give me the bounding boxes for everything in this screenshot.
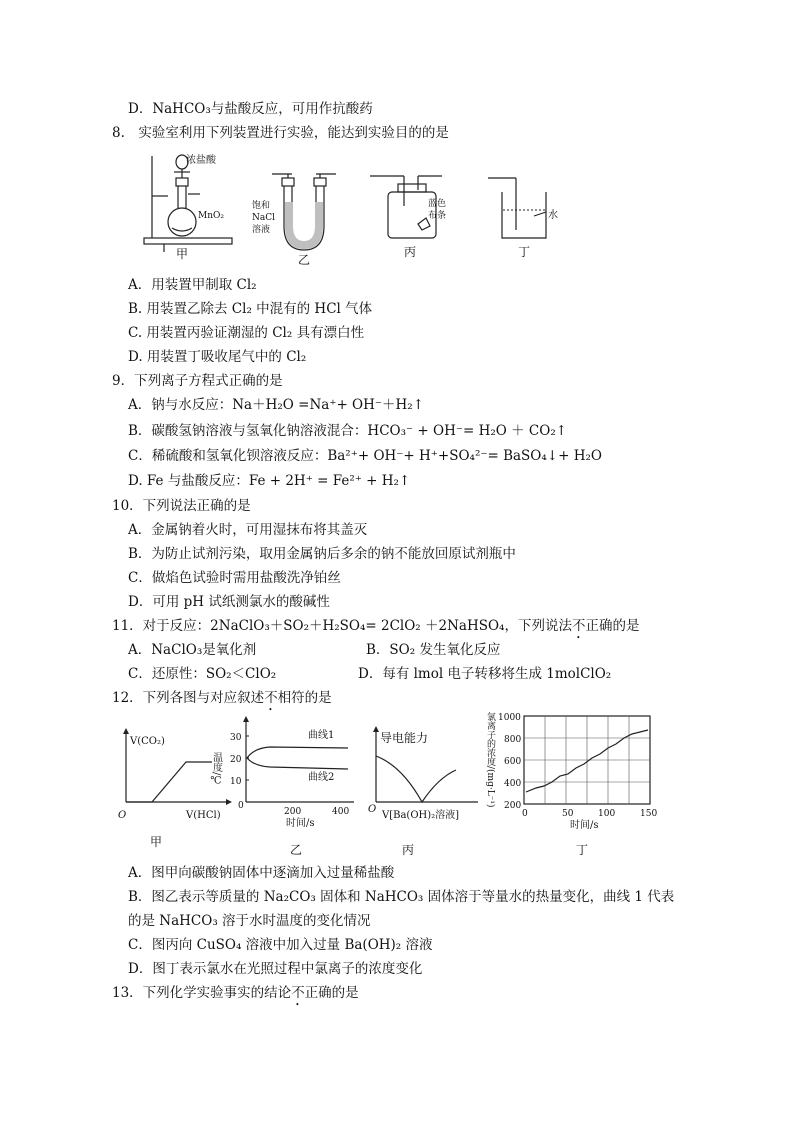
yi-ytick-0: 0 (238, 801, 244, 811)
q9-option-d: D. Fe 与盐酸反应：Fe + 2H⁺ = Fe²⁺ + H₂↑ (128, 473, 411, 489)
q8-option-c: C. 用装置丙验证潮湿的 Cl₂ 具有漂白性 (128, 325, 365, 341)
q13-stem-part1: 13．下列化学实验事实的结论 (112, 985, 292, 1001)
yi-curve2-label: 曲线2 (308, 772, 335, 783)
yi-curve1-label: 曲线1 (308, 730, 335, 741)
yi-graph-xlabel: 时间/s (286, 818, 315, 829)
q11-option-c: C．还原性：SO₂＜ClO₂ (128, 666, 277, 682)
q12-stem-part1: 12．下列各图与对应叙述 (112, 690, 265, 706)
q12-stem-emphasis: 不 (264, 690, 278, 706)
jia-graph-ylabel: V(CO₂) (130, 736, 165, 747)
q10-option-d: D．可用 pH 试纸测氯水的酸碱性 (128, 594, 330, 610)
jia-label: 甲 (176, 247, 189, 261)
yi-ytick-10: 10 (230, 777, 242, 787)
ding-xtick-0: 0 (522, 809, 528, 819)
q8-option-b: B. 用装置乙除去 Cl₂ 中混有的 HCl 气体 (128, 301, 373, 317)
q11-option-d: D．每有 lmol 电子转移将生成 1molClO₂ (358, 666, 612, 682)
q12-stem (112, 689, 332, 714)
apparatus-bing-diagram (370, 166, 466, 262)
q11-stem (112, 617, 639, 642)
ding-label: 丁 (518, 245, 531, 259)
q9-option-c: C．稀硫酸和氢氧化钡溶液反应：Ba²⁺+ OH⁻+ H⁺+SO₄²⁻= BaSO₄↓+ H₂O (128, 448, 602, 464)
q7-option-d: D．NaHCO₃与盐酸反应，可用作抗酸药 (128, 101, 373, 117)
q8-stem: 8. 实验室利用下列装置进行实验，能达到实验目的的是 (112, 125, 449, 141)
graph-ding (485, 708, 668, 858)
q11-stem-part1: 11．对于反应：2NaClO₃＋SO₂＋H₂SO₄= 2ClO₂ ＋2NaHSO₄，下列说法 (112, 618, 572, 634)
q8-option-d: D. 用装置丁吸收尾气中的 Cl₂ (128, 349, 307, 365)
yi-sol-line2: NaCl (252, 213, 276, 223)
ding-xtick-50: 50 (562, 809, 574, 819)
ding-ytick-1000: 1000 (498, 713, 521, 723)
q10-option-a: A．金属钠着火时，可用湿抹布将其盖灭 (128, 522, 368, 538)
jia-acid-label: 浓盐酸 (186, 155, 216, 166)
yi-graph-ylabel: 温度/℃ (210, 752, 222, 787)
jia-graph-origin: O (118, 810, 127, 821)
yi-xtick-400: 400 (332, 807, 350, 817)
q12-option-b-cont: 的是 NaHCO₃ 溶于水时温度的变化情况 (128, 913, 371, 929)
jia-solid-label: MnO₂ (198, 211, 224, 221)
bing-label: 丙 (404, 245, 417, 259)
bing-graph-origin: O (368, 804, 377, 815)
apparatus-jia-diagram (140, 148, 250, 260)
q12-option-c: C．图丙向 CuSO₄ 溶液中加入过量 Ba(OH)₂ 溶液 (128, 937, 433, 953)
yi-sol-line3: 溶液 (252, 225, 271, 235)
yi-xtick-200: 200 (284, 807, 302, 817)
q13-stem-emphasis: 不 (291, 985, 305, 1001)
q10-option-b: B．为防止试剂污染，取用金属钠后多余的钠不能放回原试剂瓶中 (128, 546, 516, 562)
q12-option-d: D．图丁表示氯水在光照过程中氯离子的浓度变化 (128, 961, 423, 977)
yi-ytick-30: 30 (230, 733, 242, 743)
yi-graph-label: 乙 (290, 843, 303, 857)
ding-graph-label: 丁 (576, 843, 589, 857)
ding-ytick-800: 800 (504, 735, 522, 745)
jia-graph-label: 甲 (150, 835, 163, 849)
ding-ytick-600: 600 (504, 757, 522, 767)
bing-graph-ylabel: 导电能力 (380, 731, 429, 745)
bing-graph-xlabel: V[Ba(OH)₂溶液] (382, 810, 460, 821)
bing-graph-label: 丙 (402, 843, 415, 857)
yi-ytick-20: 20 (230, 755, 242, 765)
apparatus-ding-diagram (488, 168, 568, 262)
ding-water-label: 水 (548, 210, 558, 221)
q10-stem: 10．下列说法正确的是 (112, 498, 251, 514)
yi-label: 乙 (298, 253, 311, 267)
q12-option-b: B．图乙表示等质量的 Na₂CO₃ 固体和 NaHCO₃ 固体溶于等量水的热量变化，曲线 1 代表 (128, 889, 675, 905)
q13-stem (112, 984, 359, 1009)
ding-xtick-100: 100 (598, 809, 616, 819)
yi-sol-line1: 饱和 (252, 201, 271, 211)
q11-option-b: B．SO₂ 发生氧化反应 (366, 642, 501, 658)
bing-cloth-line1: 蓝色 (428, 199, 447, 209)
ding-ytick-200: 200 (504, 801, 522, 811)
bing-cloth-line2: 布条 (428, 211, 447, 221)
q10-option-c: C．做焰色试验时需用盐酸洗净铂丝 (128, 570, 341, 586)
graph-bing (368, 726, 492, 858)
ding-graph-xlabel: 时间/s (570, 820, 599, 831)
ding-graph-ylabel: 氯离子的浓度/(mg·L⁻¹) (485, 712, 495, 808)
graph-yi (210, 716, 360, 858)
jia-graph-xlabel: V(HCl) (186, 810, 221, 821)
q8-option-a: A．用装置甲制取 Cl₂ (128, 277, 257, 293)
apparatus-yi-diagram (252, 168, 352, 267)
q13-stem-part2: 正确的是 (304, 985, 359, 1001)
q9-option-b: B．碳酸氢钠溶液与氢氧化钠溶液混合：HCO₃⁻ + OH⁻= H₂O ＋ CO₂↑ (128, 423, 568, 439)
ding-ytick-400: 400 (504, 779, 522, 789)
q11-option-a: A．NaClO₃是氧化剂 (128, 642, 257, 658)
q11-stem-part2: 正确的是 (585, 618, 640, 634)
q9-stem: 9．下列离子方程式正确的是 (112, 373, 283, 389)
q11-stem-emphasis: 不 (571, 618, 586, 634)
q12-option-a: A．图甲向碳酸钠固体中逐滴加入过量稀盐酸 (128, 865, 395, 881)
q9-option-a: A．钠与水反应：Na＋H₂O =Na⁺+ OH⁻＋H₂↑ (128, 397, 425, 413)
ding-xtick-150: 150 (640, 809, 658, 819)
q12-stem-part2: 相符的是 (277, 690, 332, 706)
